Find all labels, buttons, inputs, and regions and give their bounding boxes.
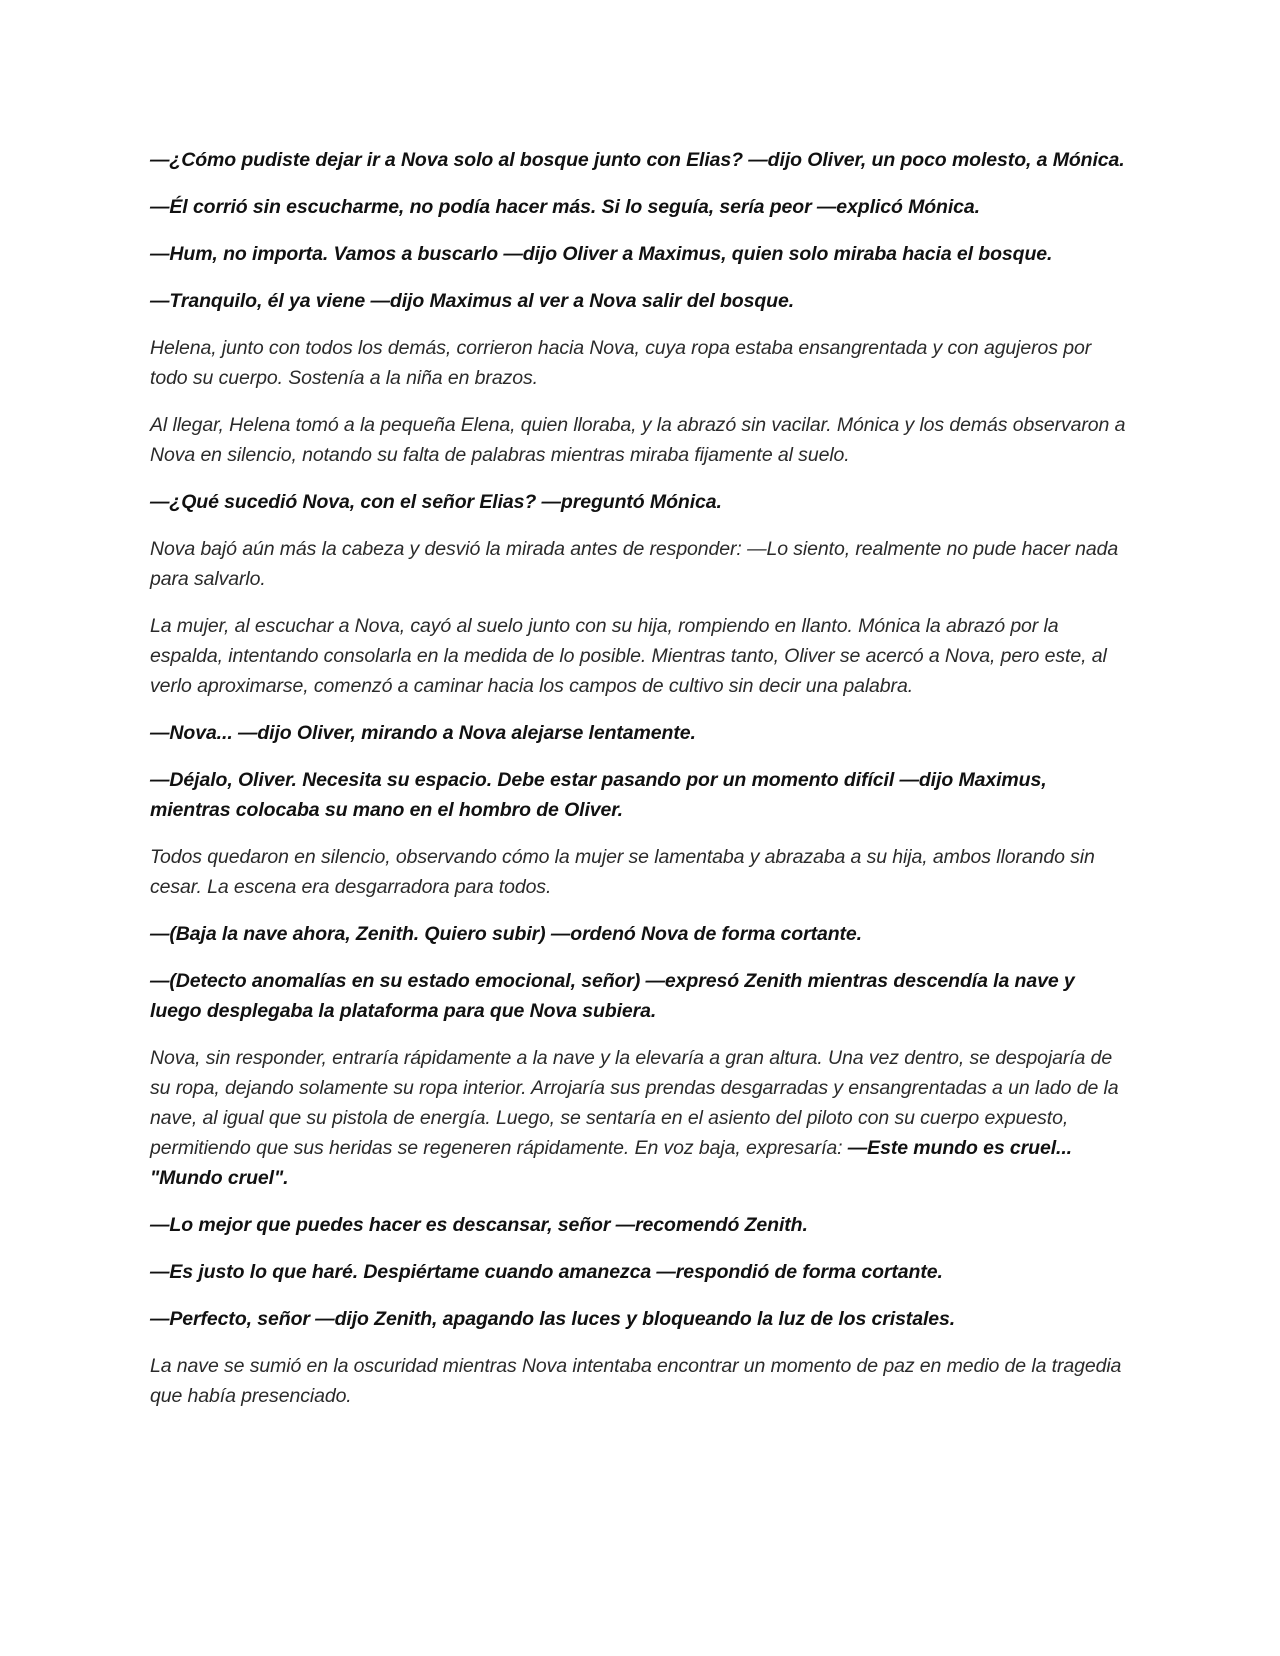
narration-paragraph: La mujer, al escuchar a Nova, cayó al suelo junto con su hija, rompiendo en llanto. Mónica la abrazó por la espalda, intentando consolarla en la medida de lo posible. Mientras tanto, Oliver se acercó a Nova, pero este, al verlo aproximarse, comenzó a caminar hacia los campos de cultivo sin decir una palabra. <box>150 615 1107 697</box>
dialogue-paragraph: —Perfecto, señor —dijo Zenith, apagando las luces y bloqueando la luz de los cristales. <box>150 1308 956 1330</box>
document-page <box>150 145 1130 1428</box>
narration-text: Nova, sin responder, entraría rápidamente a la nave y la elevaría a gran altura. Una vez dentro, se despojaría de su ropa, dejando solamente su ropa interior. Arrojaría sus prendas desgarradas y ensangrentadas a un lado de la nave, al igual que su pistola de energía. Luego, se sentaría en el asiento del piloto con su cuerpo expuesto, permitiendo que sus heridas se regeneren rápidamente. En voz baja, expresaría: <box>150 1047 1119 1159</box>
dialogue-paragraph: —(Baja la nave ahora, Zenith. Quiero subir) —ordenó Nova de forma cortante. <box>150 923 862 945</box>
dialogue-paragraph: —¿Cómo pudiste dejar ir a Nova solo al bosque junto con Elias? —dijo Oliver, un poco molesto, a Mónica. <box>150 149 1125 171</box>
dialogue-paragraph: —Nova... —dijo Oliver, mirando a Nova alejarse lentamente. <box>150 722 696 744</box>
dialogue-paragraph: —Hum, no importa. Vamos a buscarlo —dijo Oliver a Maximus, quien solo miraba hacia el bosque. <box>150 243 1053 265</box>
dialogue-paragraph: —Es justo lo que haré. Despiértame cuando amanezca —respondió de forma cortante. <box>150 1261 943 1283</box>
dialogue-paragraph: —(Detecto anomalías en su estado emocional, señor) —expresó Zenith mientras descendía la nave y luego desplegaba la plataforma para que Nova subiera. <box>150 970 1075 1022</box>
narration-paragraph <box>150 1043 1130 1193</box>
narration-paragraph: Helena, junto con todos los demás, corrieron hacia Nova, cuya ropa estaba ensangrentada y con agujeros por todo su cuerpo. Sostenía a la niña en brazos. <box>150 337 1092 389</box>
dialogue-paragraph: —Déjalo, Oliver. Necesita su espacio. Debe estar pasando por un momento difícil —dijo Maximus, mientras colocaba su mano en el hombro de Oliver. <box>150 769 1047 821</box>
quoted-speech: —Este mundo es cruel... "Mundo cruel". <box>150 1137 1072 1189</box>
narration-paragraph: Nova bajó aún más la cabeza y desvió la mirada antes de responder: —Lo siento, realmente no pude hacer nada para salvarlo. <box>150 538 1119 590</box>
narration-paragraph: La nave se sumió en la oscuridad mientras Nova intentaba encontrar un momento de paz en medio de la tragedia que había presenciado. <box>150 1355 1122 1407</box>
narration-paragraph: Todos quedaron en silencio, observando cómo la mujer se lamentaba y abrazaba a su hija, ambos llorando sin cesar. La escena era desgarradora para todos. <box>150 846 1095 898</box>
dialogue-paragraph: —Él corrió sin escucharme, no podía hacer más. Si lo seguía, sería peor —explicó Mónica. <box>150 196 980 218</box>
dialogue-paragraph: —Lo mejor que puedes hacer es descansar, señor —recomendó Zenith. <box>150 1214 808 1236</box>
narration-paragraph: Al llegar, Helena tomó a la pequeña Elena, quien lloraba, y la abrazó sin vacilar. Mónica y los demás observaron a Nova en silencio, notando su falta de palabras mientras miraba fijamente al suelo. <box>150 414 1126 466</box>
dialogue-paragraph: —Tranquilo, él ya viene —dijo Maximus al ver a Nova salir del bosque. <box>150 290 795 312</box>
dialogue-paragraph: —¿Qué sucedió Nova, con el señor Elias? —preguntó Mónica. <box>150 491 722 513</box>
